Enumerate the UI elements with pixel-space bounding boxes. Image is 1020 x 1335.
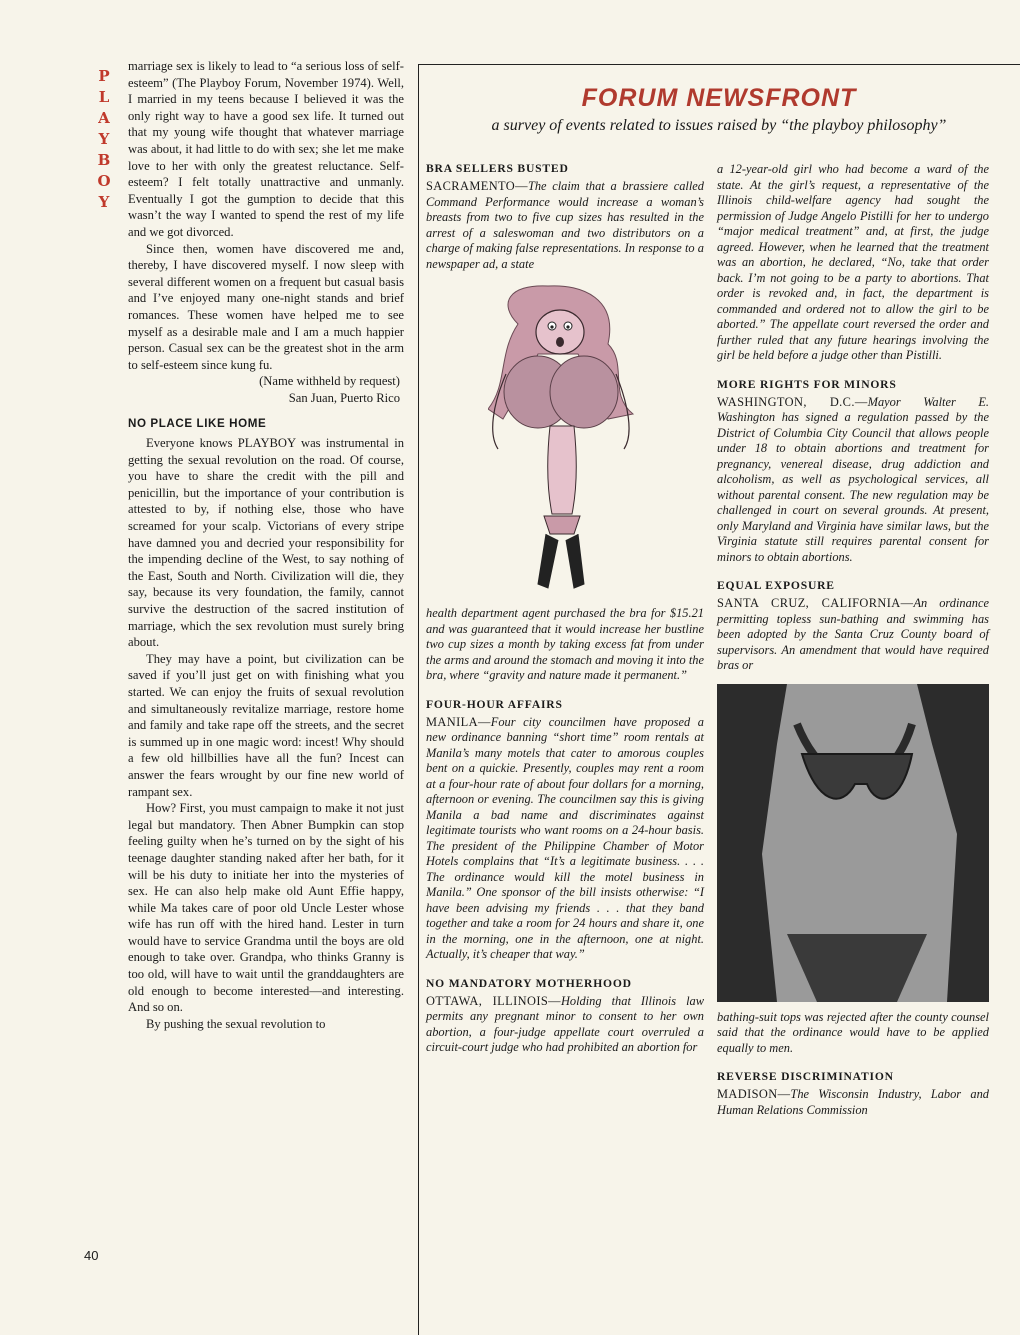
article-text [717, 1087, 989, 1118]
dateline: OTTAWA, ILLINOIS— [426, 993, 561, 1008]
letter-paragraph: By pushing the sexual revolution to [146, 1016, 326, 1031]
article-body: Holding that Illinois law permits any pregnant minor to consent to her own abortion, a four-judge appellate court overruled a circuit-court judge who had prohibited an abortion for [426, 993, 704, 1054]
article-heading: REVERSE DISCRIMINATION [717, 1070, 894, 1083]
vertical-title-letter: L [98, 88, 110, 106]
vertical-title-letter: P [98, 67, 110, 85]
article-text [426, 715, 704, 963]
vertical-title-letter: Y [98, 130, 110, 148]
article-text [426, 179, 704, 272]
article-text: bathing-suit tops was rejected after the county counsel said that the ordinance would have to be applied equally to men. [717, 1009, 989, 1055]
signature-name: (Name withheld by request) [259, 374, 400, 389]
vertical-title-letter: A [98, 109, 110, 127]
article-heading: MORE RIGHTS FOR MINORS [717, 377, 897, 391]
article-body: The claim that a brassiere called Command Performance would increase a woman’s breasts from two to five cup sizes has resulted in the arrest of a saleswoman and two distributors on a charge of making false representations. In response to a newspaper ad, a state [426, 179, 704, 271]
article-body: Four city councilmen have proposed a new ordinance banning “short time” room rentals at Manila’s many motels that cater to amorous couples bent on a quickie. Presently, couples may rent a room at a four-hour rate of about four dollars for a morning, afternoon or evening. The councilmen say this is giving Manila a bad name and discriminates against legitimate tourists who want rooms on a 24-hour basis. The president of the Philippine Chamber of Motor Hotels complains that “It’s a legitimate business. . . . The ordinance would kill the motel business in Manila.” One sponsor of the bill insists otherwise: “I have been advising my friends . . . that they band together and take a room for 24 hours and share it, one in the morning, one in the afternoon, one at night. Actually, it’s cheaper that way.” [426, 714, 704, 961]
cartoon-woman-illustration [488, 284, 638, 594]
dateline: MANILA— [426, 714, 491, 729]
letter-paragraph: Everyone knows PLAYBOY was instrumental in getting the sexual revolution on the road. Of course, you have to share the credit with the pill and penicillin, but the importance of your contribution is attested to by, if nothing else, those who have screamed for your scalp. Victorians of every stripe have damned you and decried your responsibility for the impending decline of the West, to say nothing of the East, South and North. Civilization will die, they say, because its very foundation, the family, cannot survive the destruction of the sacred institution of marriage, which the sex revolution must surely bring about. [128, 436, 404, 650]
dateline: WASHINGTON, D.C.— [717, 394, 868, 409]
article-body: The Wisconsin Industry, Labor and Human Relations Commission [717, 1087, 989, 1117]
letters-column [128, 58, 404, 1032]
vertical-title-letter: O [97, 172, 111, 190]
letter-paragraph: Since then, women have discovered me and, thereby, I have discovered myself. I now sleep with several different women on a frequent but casual basis and I’ve enjoyed many one-night stands and brief romances. These women have helped me to see myself as a desirable male and I am a much happier person. Casual sex can be the greatest shot in the arm to self-esteem since kung fu. [128, 241, 404, 372]
letter-paragraph: marriage sex is likely to lead to “a serious loss of self-esteem” (The Playboy Forum, November 1974). Well, I married in my teens because I believed it was the only right way to have a good sex life. It turned out that my young wife thought that whatever marriage was about, it had little to do with sex; she let me make love to her with only the greatest reluctance. Self-esteem? I felt totally unattractive and unmanly. Eventually I got the gumption to decide that this wasn’t the way I wanted to spend the rest of my life and we got divorced. [128, 59, 404, 239]
letter-paragraph: They may have a point, but civilization can be saved if you’ll just get on with finishing what you started. We can enjoy the fruits of sexual revolution and simultaneously revitalize marriage, restore home and family and take rape off the streets, and the secret is summed up in one magic word: incest! Why should a few old hillbillies have all the fun? Incest can answer the fears wrought by our fine new world of rampant sex. [128, 651, 404, 799]
page-number: 40 [84, 1248, 99, 1263]
article-heading: BRA SELLERS BUSTED [426, 162, 569, 175]
signature-place: San Juan, Puerto Rico [288, 390, 400, 405]
article-text [717, 596, 989, 674]
forum-right-column [717, 162, 989, 1118]
man-in-bra-photo [717, 684, 989, 1002]
dateline: SACRAMENTO— [426, 179, 528, 193]
article-text: health department agent purchased the bra for $15.21 and was guaranteed that it would increase her bustline two cup sizes a month by taking excess fat from under the arms and around the stomach and moving it into the bra, where “gravity and nature made it permanent.” [426, 606, 704, 682]
article-heading: NO MANDATORY MOTHERHOOD [426, 976, 632, 990]
article-body: An ordinance permitting topless sun-bathing and swimming has been adopted by the Santa Cruz County board of supervisors. An amendment that would have required bras or [717, 596, 989, 672]
article-heading: FOUR-HOUR AFFAIRS [426, 697, 563, 711]
article-text [717, 395, 989, 566]
dateline: SANTA CRUZ, CALIFORNIA— [717, 596, 914, 610]
article-text [426, 994, 704, 1056]
letter-paragraph: How? First, you must campaign to make it not just legal but mandatory. Then Abner Bumpkin can stop feeling guilty when he’s turned on by the sight of his teenage daughter standing naked after her bath, for it will be his duty to initiate her into the mysteries of sex. He can also help make old Aunt Effie happy, while Ma takes care of poor old Uncle Lester whose wife has run off with the hired hand. Lester in turn would have to service Grandma until the boys are old enough to take over. Grandpa, who thinks Granny is too old, will have to wait until the granddaughters are old enough to become interested—and interesting. And so on. [128, 801, 404, 1015]
article-heading: EQUAL EXPOSURE [717, 579, 835, 592]
vertical-title-letter: B [97, 151, 111, 169]
forum-title: FORUM NEWSFRONT [581, 84, 857, 112]
forum-subtitle: a survey of events related to issues raised by “the playboy philosophy” [491, 117, 947, 134]
article-text: a 12-year-old girl who had become a ward of the state. At the girl’s request, a representative of the Illinois child-welfare agency had sought the permission of Judge Angelo Pistilli for her to undergo “major medical treatment” and, at first, the judge agreed. However, when he learned that the treatment was an abortion, he declared, “No, take that order back. I’m not going to be a party to abortions. That order is revoked and, in fact, the department is commanded and ordered not to allow the girl to be aborted.” The appellate court reversed the order and further ruled that any future hearings involving the girl be held before a judge other than Pistilli. [717, 162, 989, 362]
letter-heading: NO PLACE LIKE HOME [128, 417, 267, 431]
forum-middle-column [426, 162, 704, 1056]
article-body: Mayor Walter E. Washington has signed a regulation passed by the District of Columbia City Council that allows people under 18 to obtain abortions and treatment for pregnancy, venereal disease, drug addiction and alcoholism, as well as psychological services, all without parental consent. The new regulation may be challenged in court on several grounds. At present, only Maryland and Virginia have similar laws, but the Virginia statute still requires parental consent for minors to obtain abortions. [717, 394, 990, 564]
vertical-magazine-title [94, 66, 114, 213]
vertical-title-letter: Y [98, 193, 110, 211]
dateline: MADISON— [717, 1087, 791, 1101]
